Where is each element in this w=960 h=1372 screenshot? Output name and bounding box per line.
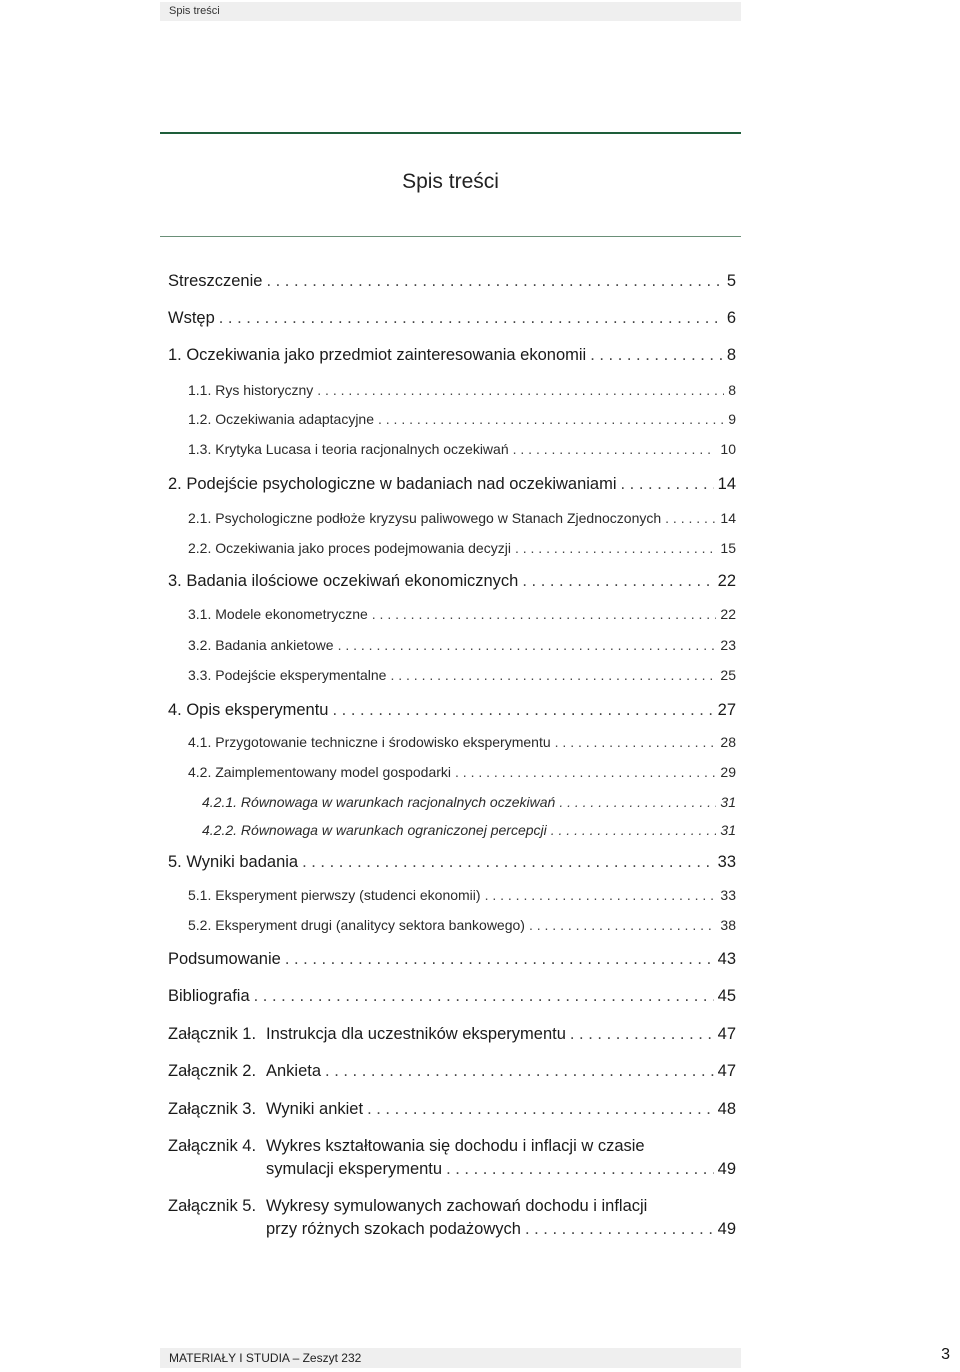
toc-entry-label: 5.2. Eksperyment drugi (analitycy sektora bankowego) xyxy=(188,917,525,933)
toc-entry-page: 31 xyxy=(720,822,736,838)
toc-entry-page: 49 xyxy=(717,1220,736,1238)
toc-dot-leader xyxy=(522,572,713,591)
toc-entry-first-line xyxy=(168,1137,645,1156)
toc-entry-label: 3.3. Podejście eksperymentalne xyxy=(188,667,387,683)
series-label: MATERIAŁY I STUDIA – Zeszyt 232 xyxy=(169,1351,362,1365)
toc-entry-page: 8 xyxy=(726,346,736,364)
toc-dot-leader xyxy=(590,346,723,365)
toc-entry-label: 1.3. Krytyka Lucasa i teoria racjonalnych oczekiwań xyxy=(188,441,509,457)
toc-entry-label: 2.2. Oczekiwania jako proces podejmowania decyzji xyxy=(188,540,511,556)
toc-entry[interactable] xyxy=(188,887,736,903)
toc-entry-page: 31 xyxy=(720,794,736,810)
toc-entry-label: 1. Oczekiwania jako przedmiot zainteresowania ekonomii xyxy=(168,346,587,364)
toc-entry-label: Wyniki ankiet xyxy=(266,1100,364,1118)
toc-entry[interactable] xyxy=(168,475,736,494)
toc-entry-page: 33 xyxy=(717,853,736,871)
toc-entry-page: 8 xyxy=(728,382,736,398)
toc-dot-leader xyxy=(455,764,716,780)
toc-entry-page: 5 xyxy=(726,272,736,290)
toc-entry-label: 5.1. Eksperyment pierwszy (studenci ekonomii) xyxy=(188,887,481,903)
toc-entry-page: 38 xyxy=(720,917,736,933)
toc-entry[interactable] xyxy=(188,917,736,933)
toc-entry-page: 9 xyxy=(728,411,736,427)
toc-entry-prefix: Załącznik 5. xyxy=(168,1197,257,1215)
toc-entry-prefix: Załącznik 4. xyxy=(168,1137,257,1155)
toc-dot-leader xyxy=(302,853,714,872)
toc-entry[interactable] xyxy=(168,346,736,365)
toc-entry-label: Ankieta xyxy=(266,1062,322,1080)
toc-entry-label: 2.1. Psychologiczne podłoże kryzysu paliwowego w Stanach Zjednoczonych xyxy=(188,510,662,526)
toc-entry-label-continued: przy różnych szokach podażowych xyxy=(266,1220,521,1238)
toc-entry-page: 23 xyxy=(720,637,736,653)
toc-entry-label: Bibliografia xyxy=(168,987,250,1005)
toc-entry-page: 49 xyxy=(717,1160,736,1178)
toc-entry-label: Wstęp xyxy=(168,309,215,327)
toc-entry-page: 29 xyxy=(720,764,736,780)
running-footer xyxy=(160,1348,741,1368)
top-rule xyxy=(160,132,741,134)
toc-entry[interactable] xyxy=(188,382,736,398)
toc-dot-leader xyxy=(325,1062,714,1081)
toc-dot-leader xyxy=(446,1160,714,1179)
toc-entry-second-line xyxy=(168,1160,736,1179)
toc-dot-leader xyxy=(266,272,722,291)
toc-entry[interactable] xyxy=(188,510,736,526)
toc-entry-page: 14 xyxy=(720,510,736,526)
toc-dot-leader xyxy=(665,510,716,526)
toc-dot-leader xyxy=(559,794,716,810)
toc-dot-leader xyxy=(333,701,714,720)
toc-dot-leader xyxy=(485,887,717,903)
toc-dot-leader xyxy=(338,637,717,653)
toc-dot-leader xyxy=(254,987,714,1006)
toc-entry[interactable] xyxy=(188,606,736,622)
toc-entry-label: 1.2. Oczekiwania adaptacyjne xyxy=(188,411,374,427)
toc-entry-label: 2. Podejście psychologiczne w badaniach nad oczekiwaniami xyxy=(168,475,617,493)
toc-entry-page: 27 xyxy=(717,701,736,719)
toc-entry[interactable] xyxy=(188,667,736,683)
toc-entry-label: Wykres kształtowania się dochodu i inflacji w czasie xyxy=(266,1137,645,1155)
toc-entry-second-line xyxy=(168,1220,736,1239)
toc-entry-label: Wykresy symulowanych zachowań dochodu i inflacji xyxy=(266,1197,648,1215)
toc-entry[interactable] xyxy=(168,572,736,591)
toc-entry[interactable] xyxy=(168,701,736,720)
toc-entry[interactable] xyxy=(188,411,736,427)
toc-entry[interactable] xyxy=(168,1197,736,1239)
toc-entry[interactable] xyxy=(168,950,736,969)
toc-entry-page: 6 xyxy=(726,309,736,327)
toc-entry[interactable] xyxy=(168,853,736,872)
page-title: Spis treści xyxy=(402,170,499,193)
toc-dot-leader xyxy=(317,382,724,398)
toc-dot-leader xyxy=(551,822,717,838)
toc-entry[interactable] xyxy=(168,1025,736,1044)
toc-dot-leader xyxy=(285,950,714,969)
toc-entry[interactable] xyxy=(188,734,736,750)
toc-entry[interactable] xyxy=(168,309,736,328)
toc-entry-label: 1.1. Rys historyczny xyxy=(188,382,314,398)
toc-entry[interactable] xyxy=(168,1100,736,1119)
toc-entry[interactable] xyxy=(202,822,736,838)
toc-entry-prefix: Załącznik 1. xyxy=(168,1025,257,1043)
toc-dot-leader xyxy=(219,309,723,328)
toc-entry-label: 4.2.2. Równowaga w warunkach ograniczonej percepcji xyxy=(202,822,547,838)
page-number: 3 xyxy=(941,1346,950,1363)
toc-entry-label: 4.2.1. Równowaga w warunkach racjonalnych oczekiwań xyxy=(202,794,556,810)
toc-entry-page: 28 xyxy=(720,734,736,750)
toc-dot-leader xyxy=(378,411,724,427)
toc-entry-page: 45 xyxy=(717,987,736,1005)
toc-entry-label: 4.1. Przygotowanie techniczne i środowisko eksperymentu xyxy=(188,734,551,750)
toc-entry-label: Podsumowanie xyxy=(168,950,281,968)
toc-entry-label: 4. Opis eksperymentu xyxy=(168,701,329,719)
toc-entry-label: Instrukcja dla uczestników eksperymentu xyxy=(266,1025,566,1043)
toc-entry-page: 22 xyxy=(717,572,736,590)
toc-dot-leader xyxy=(390,667,716,683)
toc-entry[interactable] xyxy=(168,1137,736,1179)
toc-entry-page: 48 xyxy=(717,1100,736,1118)
toc-entry-first-line xyxy=(168,1197,647,1216)
toc-entry-page: 43 xyxy=(717,950,736,968)
toc-entry-label: 3. Badania ilościowe oczekiwań ekonomicznych xyxy=(168,572,519,590)
running-header xyxy=(160,2,741,21)
running-header-title: Spis treści xyxy=(169,5,220,17)
toc-entry[interactable] xyxy=(168,987,736,1006)
toc-entry-page: 47 xyxy=(717,1062,736,1080)
toc-dot-leader xyxy=(372,606,717,622)
toc-dot-leader xyxy=(513,441,717,457)
toc-entry-label: 4.2. Zaimplementowany model gospodarki xyxy=(188,764,452,780)
toc-dot-leader xyxy=(570,1025,714,1044)
toc-entry[interactable] xyxy=(188,441,736,457)
toc-entry[interactable] xyxy=(168,1062,736,1081)
toc-entry-page: 15 xyxy=(720,540,736,556)
toc-dot-leader xyxy=(515,540,716,556)
toc-dot-leader xyxy=(621,475,714,494)
toc-dot-leader xyxy=(555,734,717,750)
toc-entry[interactable] xyxy=(202,794,736,810)
toc-entry-label: 3.1. Modele ekonometryczne xyxy=(188,606,368,622)
toc-entry-page: 14 xyxy=(717,475,736,493)
toc-entry-label: Streszczenie xyxy=(168,272,263,290)
toc-dot-leader xyxy=(525,1220,714,1239)
toc-entry-page: 22 xyxy=(720,606,736,622)
toc-entry[interactable] xyxy=(188,764,736,780)
toc-entry-label-continued: symulacji eksperymentu xyxy=(266,1160,443,1178)
toc-dot-leader xyxy=(367,1100,714,1119)
title-rule xyxy=(160,236,741,237)
toc-entry-page: 10 xyxy=(720,441,736,457)
toc-entry[interactable] xyxy=(188,637,736,653)
toc-entry-page: 33 xyxy=(720,887,736,903)
toc-entry[interactable] xyxy=(168,272,736,291)
toc-entry-page: 25 xyxy=(720,667,736,683)
toc-entry-page: 47 xyxy=(717,1025,736,1043)
toc-dot-leader xyxy=(529,917,716,933)
toc-entry-label: 5. Wyniki badania xyxy=(168,853,299,871)
toc-entry-prefix: Załącznik 3. xyxy=(168,1100,257,1118)
toc-entry-prefix: Załącznik 2. xyxy=(168,1062,257,1080)
toc-entry[interactable] xyxy=(188,540,736,556)
toc-entry-label: 3.2. Badania ankietowe xyxy=(188,637,334,653)
